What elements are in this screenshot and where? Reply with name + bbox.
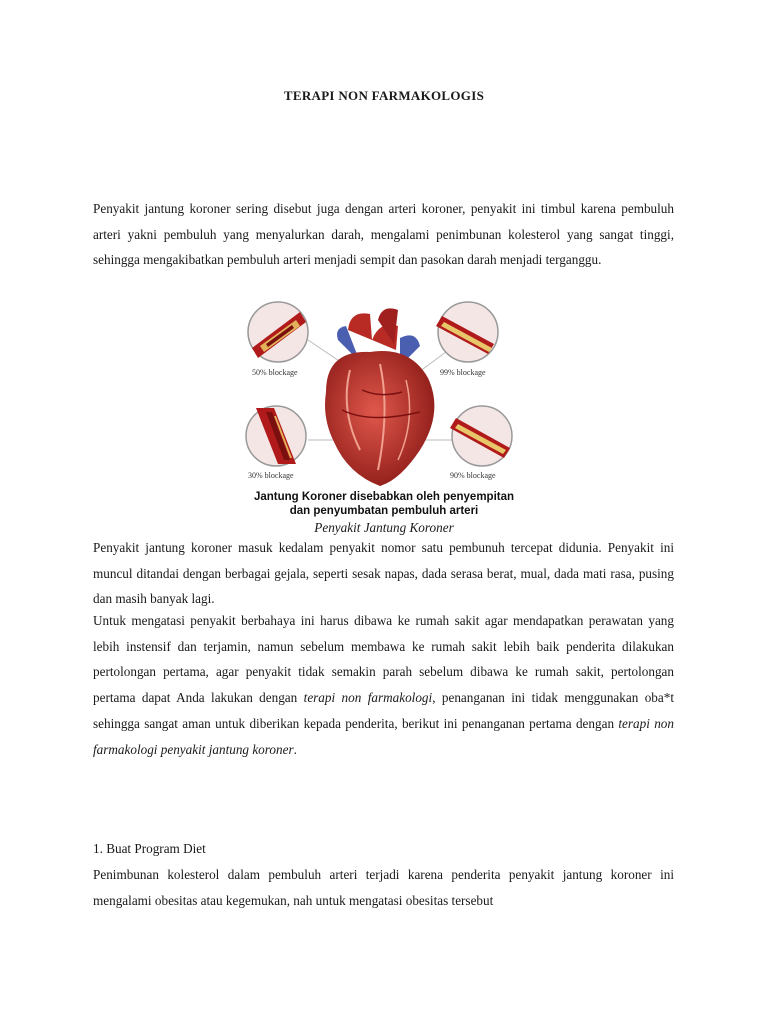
figure-caption-line2: dan penyumbatan pembuluh arteri	[289, 505, 479, 517]
heart-icon	[325, 308, 434, 486]
heart-illustration	[230, 300, 538, 521]
artery-90-icon	[450, 406, 512, 466]
treatment-text-3: .	[293, 741, 297, 757]
paragraph-diet-clip	[0, 862, 768, 914]
artery-30-icon	[246, 406, 306, 466]
treatment-text-1: Untuk mengatasi penyakit berbahaya ini harus dibawa ke rumah sakit agar mendapatkan perawatan yang lebih instensif dan terjamin, namun sebelum membawa ke rumah sakit lebih baik penderita dilakukan pertolongan pertama, agar penyakit tidak semakin parah sebelum dibawa ke rumah sakit, pertolongan pertama dapat Anda lakukan dengan	[93, 613, 674, 706]
paragraph-intro: Penyakit jantung koroner sering disebut juga dengan arteri koroner, penyakit ini timbul karena pembuluh arteri yakni pembuluh yang menyalurkan darah, mengalami penimbunan kolesterol yang sangat tinggi, sehingga mengakibatkan pembuluh arteri menjadi sempit dan pasokan darah menjadi terganggu.	[93, 201, 674, 268]
paragraph-symptoms: Penyakit jantung koroner masuk kedalam penyakit nomor satu pembunuh tercepat didunia. Penyakit ini muncul ditandai dengan berbagai gejala, seperti sesak napas, dada serasa berat, mual, dada mati rasa, pusing dan masih banyak lagi.	[93, 540, 674, 607]
section-heading-diet: 1. Buat Program Diet	[93, 841, 206, 856]
document-title: TERAPI NON FARMAKOLOGIS	[283, 88, 485, 103]
figure-caption-line1: Jantung Koroner disebabkan oleh penyempitan	[253, 491, 515, 503]
paragraph-treatment	[93, 608, 674, 762]
label-99-blockage: 99% blockage	[440, 368, 486, 377]
treatment-italic-1: terapi non farmakologi	[303, 690, 433, 706]
label-30-blockage: 30% blockage	[248, 471, 294, 480]
heart-figure	[230, 300, 538, 521]
label-90-blockage: 90% blockage	[450, 471, 496, 480]
paragraph-diet: Penimbunan kolesterol dalam pembuluh arteri terjadi karena penderita penyakit jantung koroner ini mengalami obesitas atau kegemukan, nah untuk mengatasi obesitas tersebut	[93, 867, 674, 908]
label-50-blockage: 50% blockage	[252, 368, 298, 377]
treatment-italic-2: terapi non farmakologi penyakit jantung koroner	[93, 715, 674, 757]
artery-50-icon	[248, 302, 308, 362]
treatment-text-2: , penanganan ini tidak menggunakan oba*t sehingga sangat aman untuk diberikan kepada penderita, berikut ini penanganan pertama dengan	[93, 690, 674, 731]
figure-caption: Penyakit Jantung Koroner	[314, 520, 454, 535]
